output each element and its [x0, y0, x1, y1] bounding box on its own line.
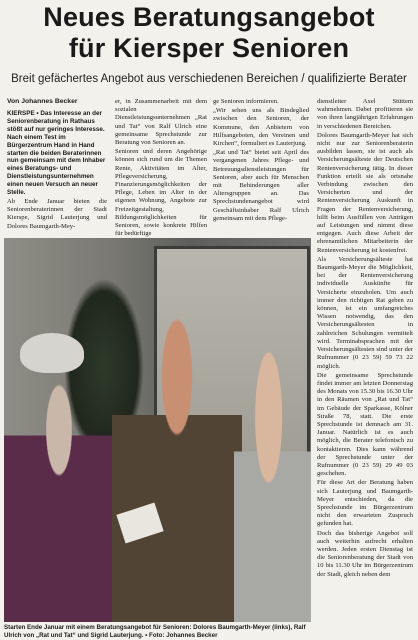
column-2-para-1: er, in Zusammenarbeit mit dem sozialen Dienstleistungsunternehmen „Rat und Tat“ von Ralf Ulrich eine gemeinsame Sprechstunde zur Beratung von Senioren an. — [115, 98, 207, 147]
photo-caption: Starten Ende Januar mit einem Beratungsangebot für Senioren: Dolores Baumgarth-Meyer (links), Ralf Ulrich von „Rat und Tat“ und Sigrid Lauterjung. • Foto: Johannes Becker — [4, 624, 306, 639]
column-3 — [213, 98, 309, 224]
headline-line-2: für Kiersper Senioren — [68, 33, 350, 63]
column-2-para-2: Senioren und deren Angehörige können sich rund um die Themen Rente, Aktivitäten im Alter, Pflegeversicherung, Finanzierungsmöglichkeiten der Pflege, Leben im Alter in der eigenen Wohnung, Angebote zur Freizeitgestaltung, Bildungsmöglichkeiten für Senioren, sowie konkrete Hilfen für bedürftige — [115, 148, 207, 238]
lead-paragraph: KIERSPE • Das Interesse an der Seniorenberatung in Rathaus stößt auf nur geringes Interesse. Nach einem Test im Bürgerzentrum Hand in Hand starten die beiden Beraterinnen nun gemeinsam mit dem Inhaber eines Beratungs- und Dienstleistungsunternehmen einen neuen Versuch an neuer Stelle. — [7, 110, 106, 197]
subheadline: Breit gefächertes Angebot aus verschiedenen Bereichen / qualifizierte Berater — [11, 73, 407, 85]
column-1-body — [7, 198, 107, 232]
headline — [0, 2, 418, 64]
headline-line-1: Neues Beratungsangebot — [43, 2, 375, 32]
column-3-para-2: „Wir sehen uns als Bindeglied zwischen den Senioren, der Kommune, den Anbietern von Hilfsangeboten, den Vereinen und Kirchen“, formuliert es Lauterjung. — [213, 107, 309, 148]
photo-person-right — [234, 338, 311, 622]
column-4 — [317, 98, 413, 580]
column-4-para-5: Für diese Art der Beratung haben sich Lauterjung und Baumgarth-Meyer entschieden, da die Sprechstunde im Bürgerzentrum nicht den erwarteten Zuspruch gefunden hat. — [317, 479, 413, 528]
column-4-para-2: Dolores Baumgarth-Meyer hat sich nicht nur zur Seniorenberaterin ausbilden lassen, sie ist auch als Versicherungsälteste der Deutschen Rentenversicherung tätig. In dieser Funktion erteilt sie als ortsnahe Verbindung zwischen den Versicherten und der Rentenversicherung Auskunft in Fragen der Rentenversicherung, hilft beim Ausfüllen von Anträgen auf Leistungen und nimmt diese entgegen. Auch diese Arbeit der ehrenamtlichen Mitarbeiterin der Rentenversicherung ist kostenfrei. — [317, 131, 413, 254]
article-photo — [4, 238, 311, 622]
column-3-para-1: ge Senioren informieren. — [213, 98, 279, 105]
column-4-para-3: Als Versicherungsälteste hat Baumgarth-Meyer die Möglichkeit, bei der Rentenversicherung individuelle Auskünfte für Versicherte einzuholen. Um auch immer den richtigen Rat geben zu können, ist ein umfangreiches Wissen notwendig, das den Versicherungsältesten in zahlreichen Schulungen vermittelt wird. Terminabsprachen mit der Versicherungsältesten sind unter der Rufnummer (0 23 59) 59 73 22 möglich. — [317, 255, 413, 370]
photo-person-left-hair — [20, 333, 84, 373]
byline: Von Johannes Becker — [7, 98, 78, 105]
column-4-para-1: dienstleiter Axel Stüttem wahrnehmen. Dabei profitieren sie von ihren langjährigen Erfahrungen in verschiedenen Bereichen. — [317, 98, 413, 130]
column-4-para-6: Doch das bisherige Angebot soll auch weiterhin aufrecht erhalten werden. Jeden ersten Dienstag ist die Seniorenberatung der Stadt von 10 bis 11.30 Uhr im Bürgerzentrum der Stadt, gleich neben dem — [317, 529, 413, 578]
column-2 — [115, 98, 207, 239]
column-4-para-4: Die gemeinsame Sprechstunde findet immer am letzten Donnerstag des Monats von 15.30 bis 16.30 Uhr in den Räumen von „Rat und Tat“ im Gebäude der Sparkasse, Kölner Straße 78, statt. Die erste Sprechstunde ist demnach am 31. Januar. Natürlich ist es auch möglich, die Berater telefonisch zu kontaktieren. Dies kann während der Sprechstunde unter der Rufnummer (0 23 59) 29 49 03 geschehen. — [317, 371, 413, 478]
column-1-text: Ab Ende Januar bieten die Seniorenberaterinnen der Stadt Kierspe, Sigrid Lauterjung und Dolores Baumgarth-Mey- — [7, 198, 107, 230]
photo-person-left — [4, 348, 114, 622]
column-3-para-3: „Rat und Tat“ bietet seit April des vergangenen Jahres Pflege- und Betreuungsdienstleistungen für Senioren, aber auch für Menschen mit Behinderungen aller Altersgruppen an. Das Sprechstundenangebot wird Geschäftsinhaber Ralf Ulrich gemeinsam mit dem Pflege- — [213, 149, 309, 222]
photo-person-center — [112, 308, 242, 622]
